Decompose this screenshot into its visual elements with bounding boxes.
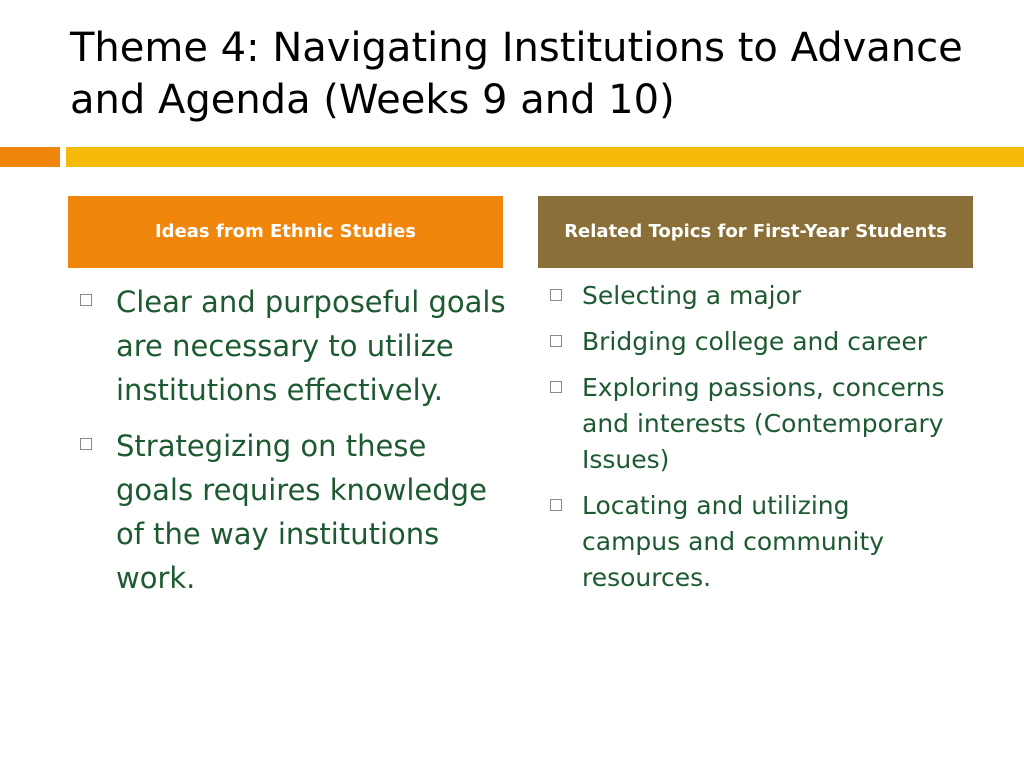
bullet-text: Clear and purposeful goals are necessary to utilize institutions effectively.	[116, 285, 506, 407]
bullet-text: Locating and utilizing campus and community resources.	[582, 491, 885, 592]
square-bullet-icon	[550, 381, 562, 393]
square-bullet-icon	[80, 438, 92, 450]
square-bullet-icon	[550, 499, 562, 511]
left-column-header: Ideas from Ethnic Studies	[68, 196, 503, 268]
square-bullet-icon	[550, 289, 562, 301]
list-item	[550, 324, 950, 360]
square-bullet-icon	[550, 335, 562, 347]
list-item	[550, 370, 950, 478]
list-item	[80, 280, 510, 412]
right-column-header: Related Topics for First-Year Students	[538, 196, 973, 268]
bullet-text: Exploring passions, concerns and interests (Contemporary Issues)	[582, 373, 945, 474]
list-item	[550, 488, 950, 596]
accent-bar-gold	[66, 147, 1024, 167]
right-bullet-list	[550, 278, 950, 606]
list-item	[80, 424, 510, 600]
left-bullet-list	[80, 280, 510, 612]
bullet-text: Strategizing on these goals requires knowledge of the way institutions work.	[116, 429, 487, 595]
square-bullet-icon	[80, 294, 92, 306]
bullet-text: Bridging college and career	[582, 327, 928, 356]
list-item	[550, 278, 950, 314]
bullet-text: Selecting a major	[582, 281, 802, 310]
accent-bar-orange	[0, 147, 60, 167]
slide-title: Theme 4: Navigating Institutions to Advance and Agenda (Weeks 9 and 10)	[70, 25, 963, 123]
